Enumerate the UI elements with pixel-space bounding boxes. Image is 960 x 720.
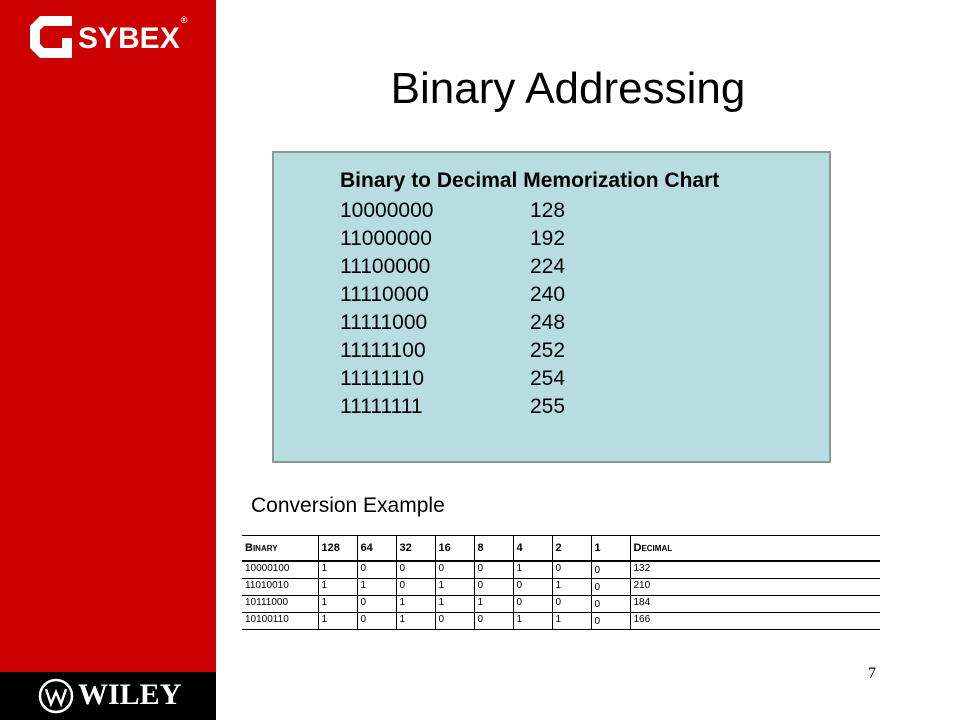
table-cell: 0 (357, 613, 396, 630)
table-row (242, 596, 880, 613)
registered-mark: ® (180, 15, 188, 25)
table-cell: 0 (474, 613, 513, 630)
table-row (242, 579, 880, 596)
chart-row-binary: 11111000 (340, 311, 428, 334)
chart-row-decimal: 224 (530, 255, 566, 278)
chart-row-decimal: 255 (530, 395, 566, 418)
table-cell: 1 (435, 596, 474, 613)
table-cell: 1 (513, 613, 552, 630)
chart-row-binary: 11111100 (340, 339, 426, 362)
column-header: 8 (474, 536, 513, 562)
table-cell: 0 (552, 596, 591, 613)
table-cell: 0 (591, 596, 630, 613)
table-cell: 11010010 (242, 579, 318, 596)
column-header: 64 (357, 536, 396, 562)
table-cell: 1 (318, 596, 357, 613)
sidebar (0, 0, 216, 720)
wiley-brand-text: WILEY (78, 678, 182, 711)
table-cell: 1 (474, 596, 513, 613)
table-cell: 210 (630, 579, 880, 596)
table-cell: 0 (552, 561, 591, 579)
table-cell: 0 (513, 579, 552, 596)
table-cell: 10100110 (242, 613, 318, 630)
sybex-brand-text: SYBEX (78, 22, 180, 55)
table-cell: 0 (396, 561, 435, 579)
table-cell: 0 (591, 579, 630, 596)
table-cell: 0 (474, 579, 513, 596)
table-cell: 0 (435, 613, 474, 630)
table-cell: 10111000 (242, 596, 318, 613)
column-header: 16 (435, 536, 474, 562)
table-cell: 1 (357, 579, 396, 596)
chart-row-decimal: 128 (530, 199, 566, 222)
chart-row-binary: 11110000 (340, 283, 429, 306)
sybex-logo (30, 16, 190, 62)
wiley-bar (0, 672, 216, 720)
chart-row-binary: 11000000 (340, 227, 432, 250)
page-number: 7 (868, 665, 876, 682)
memorization-chart-box (272, 151, 831, 463)
sybex-logo-icon (30, 16, 72, 58)
table-cell: 1 (513, 561, 552, 579)
table-cell: 1 (396, 613, 435, 630)
table-cell: 1 (318, 561, 357, 579)
table-cell: 166 (630, 613, 880, 630)
table-header-row (242, 536, 880, 562)
column-header: 1 (591, 536, 630, 562)
column-header: Binary (242, 536, 318, 562)
chart-row-decimal: 240 (530, 283, 566, 306)
chart-row-binary: 11111110 (340, 367, 425, 390)
wiley-emblem-icon (38, 678, 74, 714)
table-cell: 1 (552, 579, 591, 596)
conversion-example-label: Conversion Example (251, 494, 445, 517)
table-cell: 1 (396, 596, 435, 613)
table-cell: 0 (591, 613, 630, 630)
table-cell: 1 (318, 613, 357, 630)
slide-title: Binary Addressing (390, 64, 746, 113)
conversion-table (242, 535, 880, 630)
table-cell: 184 (630, 596, 880, 613)
table-cell: 1 (552, 613, 591, 630)
table-cell: 1 (318, 579, 357, 596)
chart-box-title: Binary to Decimal Memorization Chart (340, 169, 720, 192)
table-cell: 0 (357, 596, 396, 613)
table-cell: 0 (474, 561, 513, 579)
table-cell: 0 (396, 579, 435, 596)
table-cell: 10000100 (242, 561, 318, 579)
chart-row-decimal: 254 (530, 367, 566, 390)
table-cell: 0 (357, 561, 396, 579)
table-cell: 0 (435, 561, 474, 579)
column-header: 128 (318, 536, 357, 562)
chart-row-decimal: 192 (530, 227, 566, 250)
table-cell: 132 (630, 561, 880, 579)
column-header: Decimal (630, 536, 880, 562)
table-row (242, 561, 880, 579)
chart-row-decimal: 248 (530, 311, 566, 334)
chart-row-binary: 11100000 (340, 255, 431, 278)
chart-row-binary: 10000000 (340, 199, 434, 222)
table-cell: 0 (513, 596, 552, 613)
table-cell: 0 (591, 561, 630, 579)
table-row (242, 613, 880, 630)
column-header: 32 (396, 536, 435, 562)
table-cell: 1 (435, 579, 474, 596)
column-header: 2 (552, 536, 591, 562)
column-header: 4 (513, 536, 552, 562)
chart-row-decimal: 252 (530, 339, 566, 362)
chart-row-binary: 11111111 (340, 395, 423, 418)
